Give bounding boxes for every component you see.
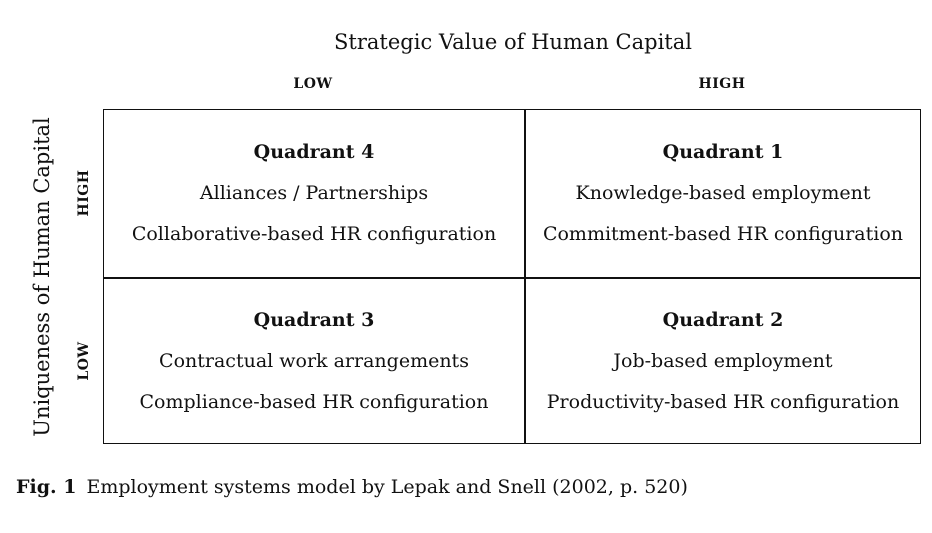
quadrant-1-title: Quadrant 1 xyxy=(662,141,784,163)
x-axis-high-label: HIGH xyxy=(698,76,746,92)
y-axis-low-label: LOW xyxy=(76,341,92,381)
figure-caption-text: Employment systems model by Lepak and Snell (2002, p. 520) xyxy=(86,476,688,498)
quadrant-1-configuration: Commitment-based HR configuration xyxy=(542,223,904,245)
x-axis-low-label: LOW xyxy=(293,76,333,92)
quadrant-3-mode: Contractual work arrangements xyxy=(159,350,469,372)
y-axis-title: Uniqueness of Human Capital xyxy=(30,117,54,437)
quadrant-4-configuration: Collaborative-based HR configuration xyxy=(131,223,497,245)
quadrant-2-title: Quadrant 2 xyxy=(662,309,784,331)
quadrant-4-cell xyxy=(104,110,524,277)
figure-label: Fig. 1 xyxy=(16,476,77,498)
quadrant-1-mode: Knowledge-based employment xyxy=(575,182,871,204)
quadrant-4-title: Quadrant 4 xyxy=(253,141,375,163)
x-axis-title: Strategic Value of Human Capital xyxy=(334,30,692,54)
quadrant-2-configuration: Productivity-based HR configuration xyxy=(546,391,900,413)
quadrant-matrix xyxy=(103,109,921,444)
quadrant-3-configuration: Compliance-based HR configuration xyxy=(139,391,489,413)
quadrant-3-title: Quadrant 3 xyxy=(253,309,375,331)
quadrant-3-cell xyxy=(104,278,524,444)
y-axis-high-label: HIGH xyxy=(76,169,92,217)
quadrant-2-cell xyxy=(525,278,921,444)
quadrant-4-mode: Alliances / Partnerships xyxy=(199,182,429,204)
quadrant-2-mode: Job-based employment xyxy=(613,350,833,372)
figure-caption xyxy=(16,476,688,498)
quadrant-1-cell xyxy=(525,110,921,277)
